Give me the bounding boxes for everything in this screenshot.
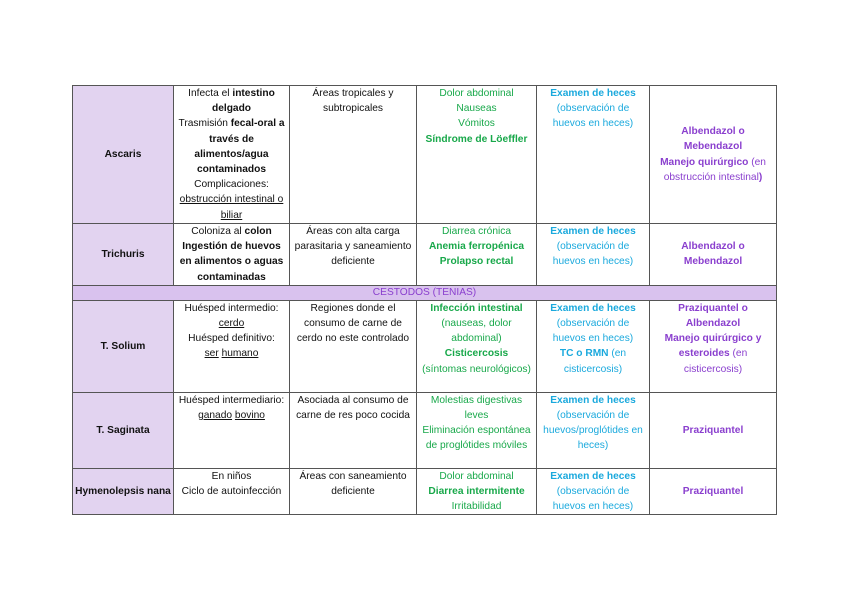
treatment-cell: Praziquantel: [650, 468, 777, 515]
table-row-ascaris: [73, 86, 777, 224]
epidemiology-cell: Áreas con alta carga parasitaria y saneamiento deficiente: [290, 224, 417, 286]
parasite-name: Hymenolepsis nana: [73, 468, 174, 515]
diagnosis-cell: Examen de heces (observación de huevos en heces): [537, 468, 650, 515]
table-row-trichuris: [73, 224, 777, 286]
treatment-cell: Praziquantel o Albendazol Manejo quirúrgico y esteroides (en cisticercosis): [650, 300, 777, 392]
symptoms-cell: Molestias digestivas leves Eliminación espontánea de proglótides móviles: [417, 392, 537, 468]
parasite-name: T. Solium: [73, 300, 174, 392]
description-cell: En niños Ciclo de autoinfección: [174, 468, 290, 515]
epidemiology-cell: Áreas tropicales y subtropicales: [290, 86, 417, 224]
symptoms-cell: Diarrea crónica Anemia ferropénica Prolapso rectal: [417, 224, 537, 286]
section-title: CESTODOS (TENIAS): [73, 285, 777, 300]
description-cell: Huésped intermediario: ganado bovino: [174, 392, 290, 468]
parasite-name: Trichuris: [73, 224, 174, 286]
symptoms-cell: Dolor abdominal Nauseas Vómitos Síndrome de Löeffler: [417, 86, 537, 224]
symptoms-cell: Dolor abdominal Diarrea intermitente Irritabilidad: [417, 468, 537, 515]
diagnosis-cell: Examen de heces (observación de huevos/proglótides en heces): [537, 392, 650, 468]
description-cell: Coloniza al colon Ingestión de huevos en alimentos o aguas contaminadas: [174, 224, 290, 286]
parasite-name: T. Saginata: [73, 392, 174, 468]
diagnosis-cell: Examen de heces (observación de huevos en heces): [537, 86, 650, 224]
treatment-cell: Praziquantel: [650, 392, 777, 468]
treatment-cell: Albendazol o Mebendazol Manejo quirúrgico (en obstrucción intestinal): [650, 86, 777, 224]
epidemiology-cell: Áreas con saneamiento deficiente: [290, 468, 417, 515]
diagnosis-cell: Examen de heces (observación de huevos en heces): [537, 224, 650, 286]
parasite-name: Ascaris: [73, 86, 174, 224]
symptoms-cell: Infección intestinal (nauseas, dolor abdominal) Cisticercosis (síntomas neurológicos): [417, 300, 537, 392]
table-row-saginata: [73, 392, 777, 468]
epidemiology-cell: Asociada al consumo de carne de res poco cocida: [290, 392, 417, 468]
epidemiology-cell: Regiones donde el consumo de carne de cerdo no este controlado: [290, 300, 417, 392]
diagnosis-cell: Examen de heces (observación de huevos en heces) TC o RMN (en cisticercosis): [537, 300, 650, 392]
table-row-hymenolepsis: [73, 468, 777, 515]
description-cell: Huésped intermedio: cerdo Huésped definitivo: ser humano: [174, 300, 290, 392]
table-row-solium: [73, 300, 777, 392]
treatment-cell: Albendazol o Mebendazol: [650, 224, 777, 286]
parasites-table: [72, 85, 777, 515]
description-cell: Infecta el intestino delgado Trasmisión fecal-oral a través de alimentos/agua contaminados Complicaciones: obstrucción intestinal o biliar: [174, 86, 290, 224]
section-row: [73, 285, 777, 300]
